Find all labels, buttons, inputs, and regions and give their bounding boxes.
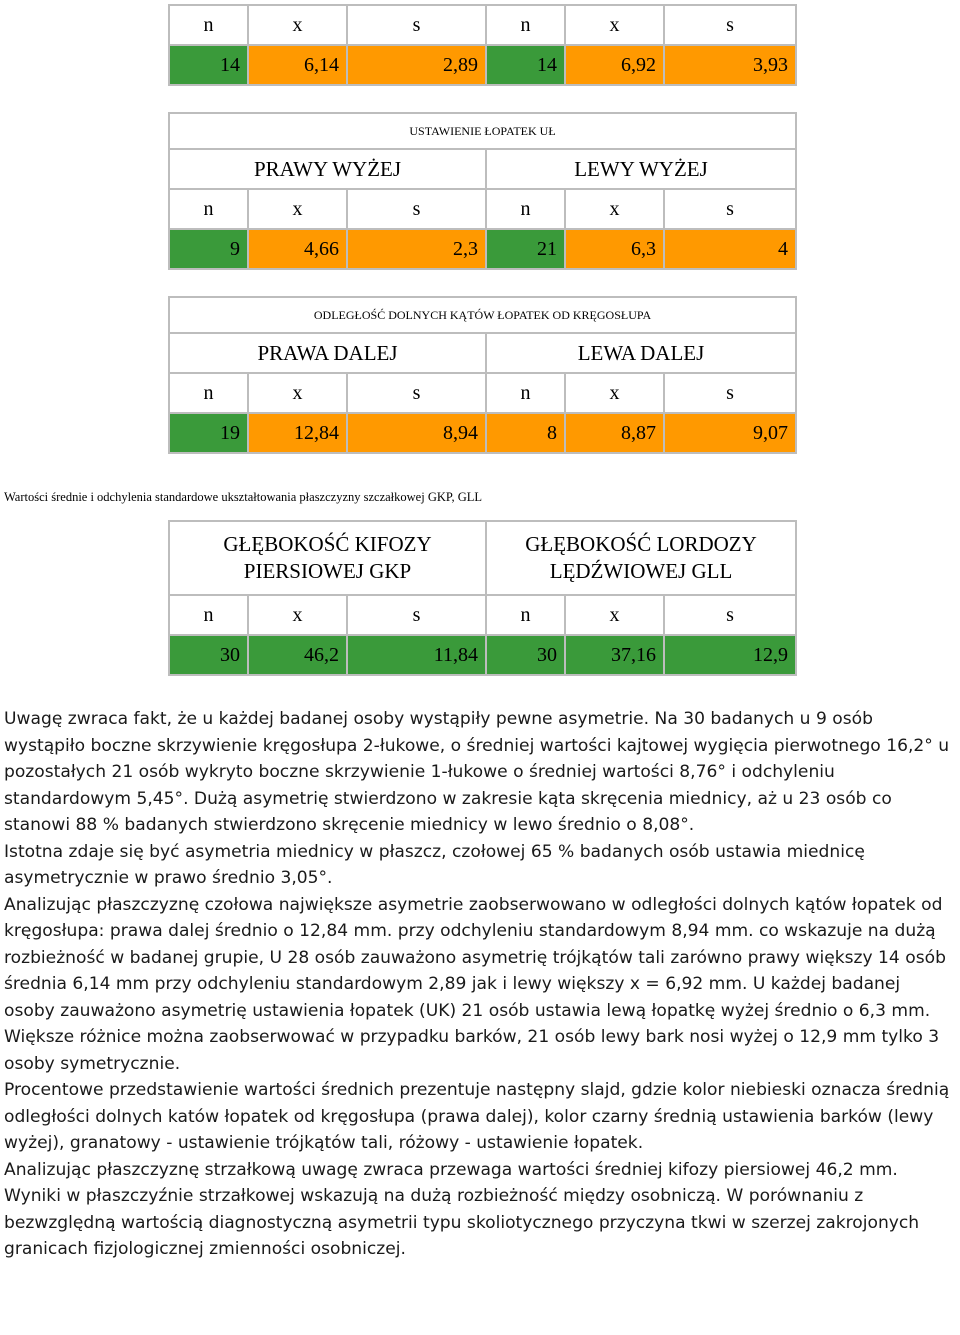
group-left: PRAWY WYŻEJ — [169, 149, 486, 189]
group-right: LEWA DALEJ — [486, 333, 796, 373]
table-ustawienie-lopatek — [168, 112, 797, 270]
value-cell: 46,2 — [248, 635, 347, 675]
value-cell: 14 — [169, 45, 248, 85]
header-x: x — [248, 189, 347, 229]
table-header-row — [169, 595, 796, 635]
group-left-line1: GŁĘBOKOŚĆ KIFOZY — [223, 532, 432, 556]
value-cell: 4,66 — [248, 229, 347, 269]
value-cell: 6,14 — [248, 45, 347, 85]
header-s: s — [347, 595, 486, 635]
table-data-row — [169, 45, 796, 85]
header-x: x — [248, 5, 347, 45]
value-cell: 6,92 — [565, 45, 664, 85]
value-cell: 2,3 — [347, 229, 486, 269]
value-cell: 8,94 — [347, 413, 486, 453]
group-right-line2: LĘDŹWIOWEJ GLL — [549, 559, 733, 583]
value-cell: 14 — [486, 45, 565, 85]
header-x: x — [248, 595, 347, 635]
table-trojkaty-tali — [168, 4, 797, 86]
table-group-row — [169, 149, 796, 189]
paragraph: Analizując płaszczyznę czołowa największe asymetrie zaobserwowano w odległości dolnych kątów łopatek od kręgosłupa: prawa dalej średnio o 12,84 mm. przy odchyleniu standardowym 8,94 mm. co wskazuje na dużą rozbieżność w badanej grupie, U 28 osób zauważono asymetrię trójkątów tali zarówno prawy większy 14 osób średnia 6,14 mm przy odchyleniu standardowym 2,89 jak i lewy większy x = 6,92 mm. U każdej badanej osoby zauważono asymetrię ustawienia łopatek (UK) 21 osób ustawia lewą łopatkę wyżej średnio o 6,3 mm. Większe różnice można zaobserwować w przypadku barków, 21 osób lewy bark nosi wyżej o 12,9 mm tylko 3 osoby symetrycznie. — [4, 894, 946, 1074]
header-s: s — [664, 189, 796, 229]
group-right: LEWY WYŻEJ — [486, 149, 796, 189]
table-header-row — [169, 5, 796, 45]
table-group-row — [169, 521, 796, 595]
value-cell: 21 — [486, 229, 565, 269]
header-n: n — [169, 5, 248, 45]
value-cell: 12,84 — [248, 413, 347, 453]
table-caption-row — [169, 113, 796, 149]
paragraph: Istotna zdaje się być asymetria miednicy w płaszcz, czołowej 65 % badanych osób ustawia miednicę asymetrycznie w prawo średnio 3,05°. — [4, 841, 865, 888]
value-cell: 19 — [169, 413, 248, 453]
header-x: x — [565, 595, 664, 635]
paragraph: Analizując płaszczyznę strzałkową uwagę zwraca przewaga wartości średniej kifozy piersiowej 46,2 mm. Wyniki w płaszczyźnie strzałkowej wskazują na dużą rozbieżność między osobniczą. W porównaniu z bezwzględną wartością diagnostyczną asymetrii typu skoliotycznego przyczyna tkwi w szerzej zakrojonych granicach fizjologicznej zmienności osobniczej. — [4, 1159, 920, 1259]
value-cell: 6,3 — [565, 229, 664, 269]
table-data-row — [169, 229, 796, 269]
paragraph: Uwagę zwraca fakt, że u każdej badanej osoby wystąpiły pewne asymetrie. Na 30 badanych u 9 osób wystąpiło boczne skrzywienie kręgosłupa 2-łukowe, o średniej wartości kajtowej wygięcia pierwotnego 16,2° u pozostałych 21 osób wykryto boczne skrzywienie 1-łukowe o średniej wartości 8,76° i odchyleniu standardowym 5,45°. Dużą asymetrię stwierdzono w zakresie kąta skręcenia miednicy, aż u 23 osób co stanowi 88 % badanych stwierdzono skręcenie miednicy w lewo średnio o 8,08°. — [4, 709, 950, 835]
header-s: s — [347, 5, 486, 45]
header-n: n — [486, 595, 565, 635]
table-caption: ODLEGŁOŚĆ DOLNYCH KĄTÓW ŁOPATEK OD KRĘGOSŁUPA — [169, 297, 796, 333]
header-s: s — [347, 373, 486, 413]
table-caption: Wartości średnie i odchylenia standardowe ukształtowania płaszczyzny szczałkowej GKP, GLL — [4, 490, 482, 504]
body-text — [4, 706, 956, 1263]
value-cell: 30 — [169, 635, 248, 675]
value-cell: 9,07 — [664, 413, 796, 453]
header-n: n — [169, 595, 248, 635]
header-x: x — [248, 373, 347, 413]
table-data-row — [169, 635, 796, 675]
group-right — [486, 521, 796, 595]
value-cell: 11,84 — [347, 635, 486, 675]
header-x: x — [565, 189, 664, 229]
header-n: n — [486, 5, 565, 45]
table-kifoza-lordoza — [168, 520, 797, 676]
value-cell: 2,89 — [347, 45, 486, 85]
header-s: s — [664, 595, 796, 635]
table-odleglosc-katow — [168, 296, 797, 454]
group-right-line1: GŁĘBOKOŚĆ LORDOZY — [525, 532, 757, 556]
value-cell: 8,87 — [565, 413, 664, 453]
table-caption-row — [169, 297, 796, 333]
header-n: n — [169, 189, 248, 229]
value-cell: 12,9 — [664, 635, 796, 675]
header-n: n — [486, 373, 565, 413]
value-cell: 37,16 — [565, 635, 664, 675]
header-x: x — [565, 373, 664, 413]
value-cell: 8 — [486, 413, 565, 453]
header-s: s — [664, 5, 796, 45]
paragraph: Procentowe przedstawienie wartości średnich prezentuje następny slajd, gdzie kolor niebieski oznacza średnią odległości dolnych katów łopatek od kręgosłupa (prawa dalej), kolor czarny średnią ustawienia barków (lewy wyżej), granatowy - ustawienie trójkątów tali, różowy - ustawienie łopatek. — [4, 1080, 950, 1153]
value-cell: 3,93 — [664, 45, 796, 85]
table-header-row — [169, 373, 796, 413]
table-caption: USTAWIENIE ŁOPATEK UŁ — [169, 113, 796, 149]
group-left: PRAWA DALEJ — [169, 333, 486, 373]
value-cell: 9 — [169, 229, 248, 269]
value-cell: 4 — [664, 229, 796, 269]
table-data-row — [169, 413, 796, 453]
header-n: n — [486, 189, 565, 229]
header-s: s — [347, 189, 486, 229]
header-s: s — [664, 373, 796, 413]
group-left-line2: PIERSIOWEJ GKP — [243, 559, 412, 583]
group-left — [169, 521, 486, 595]
header-n: n — [169, 373, 248, 413]
value-cell: 30 — [486, 635, 565, 675]
table-header-row — [169, 189, 796, 229]
header-x: x — [565, 5, 664, 45]
table-group-row — [169, 333, 796, 373]
